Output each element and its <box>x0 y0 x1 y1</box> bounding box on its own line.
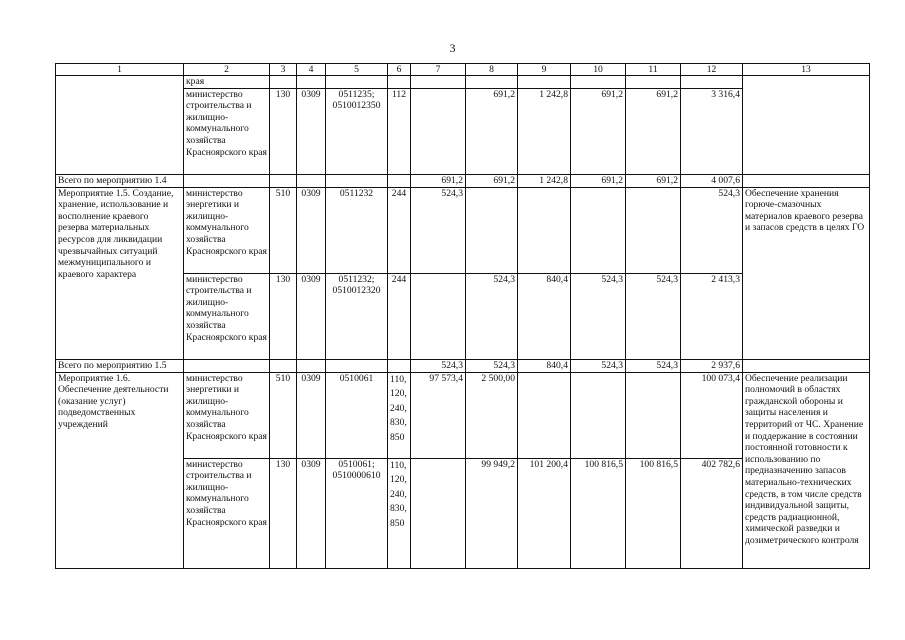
code-cell: 0309 <box>297 88 326 174</box>
header-row <box>56 64 870 76</box>
value-cell: 691,2 <box>626 174 681 187</box>
value-cell <box>518 372 571 458</box>
value-cell: 3 316,4 <box>681 88 743 174</box>
header-cell: 7 <box>411 64 466 76</box>
value-cell: 524,3 <box>571 273 626 359</box>
org-cell: министерство энергетики и жилищно-коммунального хозяйства Красноярского края <box>184 372 270 458</box>
activity-cell: Мероприятие 1.6. Обеспечение деятельности (оказание услуг) подведомственных учреждений <box>56 372 184 568</box>
value-cell: 524,3 <box>571 359 626 372</box>
header-cell: 10 <box>571 64 626 76</box>
page-number: 3 <box>449 41 456 55</box>
code-cell: 130 <box>270 273 297 359</box>
value-cell <box>411 273 466 359</box>
header-cell: 2 <box>184 64 270 76</box>
value-cell: 2 413,3 <box>681 273 743 359</box>
org-cell: края <box>184 76 270 89</box>
header-cell: 13 <box>743 64 870 76</box>
value-cell: 691,2 <box>466 88 518 174</box>
value-cell: 691,2 <box>466 174 518 187</box>
code-cell: 110, 120, 240, 830, 850 <box>388 372 411 458</box>
value-cell: 840,4 <box>518 273 571 359</box>
value-cell: 524,3 <box>411 187 466 273</box>
note-cell: Обеспечение реализации полномочий в областях гражданской обороны и защиты населения и территорий от ЧС. Хранение и поддержание в состоянии постоянной готовности к использованию по предназначению запасов материально-технических средств, в том числе средств индивидуальной защиты, средств радиационной, химической разведки и дозиметрического контроля <box>743 372 870 568</box>
value-cell: 524,3 <box>466 273 518 359</box>
value-cell <box>571 187 626 273</box>
value-cell: 100 073,4 <box>681 372 743 458</box>
value-cell: 524,3 <box>626 273 681 359</box>
total-label: Всего по мероприятию 1.5 <box>56 359 184 372</box>
code-cell: 510 <box>270 372 297 458</box>
header-cell: 4 <box>297 64 326 76</box>
value-cell <box>626 187 681 273</box>
value-cell: 1 242,8 <box>518 174 571 187</box>
org-cell: министерство строительства и жилищно-коммунального хозяйства Красноярского края <box>184 273 270 359</box>
header-cell: 3 <box>270 64 297 76</box>
org-cell: министерство строительства и жилищно-коммунального хозяйства Красноярского края <box>184 88 270 174</box>
activity-cell <box>56 76 184 175</box>
value-cell: 1 242,8 <box>518 88 571 174</box>
value-cell: 691,2 <box>571 88 626 174</box>
value-cell: 2 937,6 <box>681 359 743 372</box>
code-cell: 244 <box>388 273 411 359</box>
value-cell: 97 573,4 <box>411 372 466 458</box>
header-cell: 9 <box>518 64 571 76</box>
value-cell <box>626 372 681 458</box>
value-cell: 524,3 <box>681 187 743 273</box>
org-cell: министерство энергетики и жилищно-коммунального хозяйства Красноярского края <box>184 187 270 273</box>
value-cell: 402 782,6 <box>681 458 743 568</box>
header-cell: 5 <box>326 64 388 76</box>
code-cell: 0510061; 0510000610 <box>326 458 388 568</box>
table-row <box>56 187 870 273</box>
header-cell: 1 <box>56 64 184 76</box>
code-cell: 0309 <box>297 458 326 568</box>
code-cell: 130 <box>270 458 297 568</box>
table-row <box>56 76 870 89</box>
value-cell: 100 816,5 <box>571 458 626 568</box>
value-cell: 840,4 <box>518 359 571 372</box>
value-cell: 101 200,4 <box>518 458 571 568</box>
value-cell: 2 500,00 <box>466 372 518 458</box>
header-cell: 12 <box>681 64 743 76</box>
note-cell: Обеспечение хранения горюче-смазочных материалов краевого резерва и запасов средств в целях ГО <box>743 187 870 359</box>
value-cell <box>411 458 466 568</box>
value-cell: 691,2 <box>626 88 681 174</box>
value-cell: 524,3 <box>626 359 681 372</box>
budget-table <box>55 63 870 569</box>
code-cell: 112 <box>388 88 411 174</box>
code-cell: 0309 <box>297 187 326 273</box>
value-cell <box>466 187 518 273</box>
value-cell: 691,2 <box>411 174 466 187</box>
value-cell: 524,3 <box>466 359 518 372</box>
code-cell: 0511232; 0510012320 <box>326 273 388 359</box>
activity-cell: Мероприятие 1.5. Создание, хранение, использование и восполнение краевого резерва материальных ресурсов для ликвидации чрезвычайных ситуаций межмуниципального и краевого характера <box>56 187 184 359</box>
header-cell: 6 <box>388 64 411 76</box>
value-cell <box>571 372 626 458</box>
code-cell: 0309 <box>297 372 326 458</box>
total-row <box>56 359 870 372</box>
code-cell: 130 <box>270 88 297 174</box>
value-cell <box>518 187 571 273</box>
total-label: Всего по мероприятию 1.4 <box>56 174 184 187</box>
table-row <box>56 372 870 458</box>
value-cell: 4 007,6 <box>681 174 743 187</box>
total-row <box>56 174 870 187</box>
header-cell: 11 <box>626 64 681 76</box>
code-cell: 0511235; 0510012350 <box>326 88 388 174</box>
code-cell: 510 <box>270 187 297 273</box>
code-cell: 110, 120, 240, 830, 850 <box>388 458 411 568</box>
value-cell: 99 949,2 <box>466 458 518 568</box>
value-cell <box>411 88 466 174</box>
note-cell <box>743 76 870 175</box>
value-cell: 100 816,5 <box>626 458 681 568</box>
value-cell: 524,3 <box>411 359 466 372</box>
code-cell: 0510061 <box>326 372 388 458</box>
code-cell: 0511232 <box>326 187 388 273</box>
code-cell: 0309 <box>297 273 326 359</box>
value-cell: 691,2 <box>571 174 626 187</box>
header-cell: 8 <box>466 64 518 76</box>
code-cell: 244 <box>388 187 411 273</box>
org-cell: министерство строительства и жилищно-коммунального хозяйства Красноярского края <box>184 458 270 568</box>
